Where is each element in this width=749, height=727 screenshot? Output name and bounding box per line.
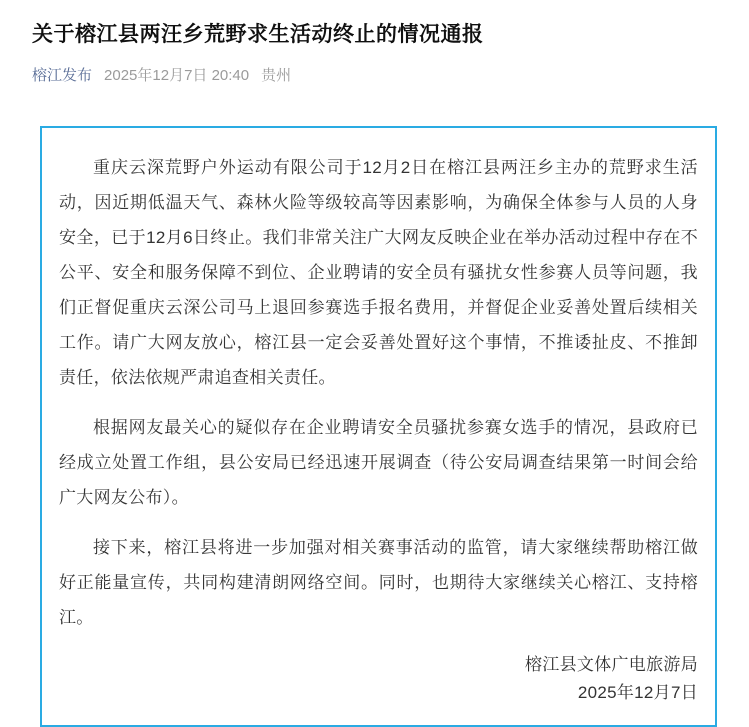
article-meta xyxy=(32,66,717,86)
signature-org: 榕江县文体广电旅游局 xyxy=(525,655,698,674)
signature-date: 2025年12月7日 xyxy=(577,683,698,702)
account-name-link[interactable]: 榕江发布 xyxy=(32,67,93,84)
notice-box xyxy=(40,126,717,727)
signature-block xyxy=(59,651,698,707)
publish-time: 2025年12月7日 20:40 xyxy=(104,67,250,84)
article-title: 关于榕江县两汪乡荒野求生活动终止的情况通报 xyxy=(32,23,484,46)
notice-paragraph-1: 重庆云深荒野户外运动有限公司于12月2日在榕江县两汪乡主办的荒野求生活动，因近期低温天气、森林火险等级较高等因素影响，为确保全体参与人员的人身安全，已于12月6日终止。我们非常关注广大网友反映企业在举办活动过程中存在不公平、安全和服务保障不到位、企业聘请的安全员有骚扰女性参赛人员等问题，我们正督促重庆云深公司马上退回参赛选手报名费用，并督促企业妥善处置后续相关工作。请广大网友放心，榕江县一定会妥善处置好这个事情，不推诿扯皮、不推卸责任，依法依规严肃追查相关责任。 xyxy=(59,158,698,387)
notice-paragraph-2: 根据网友最关心的疑似存在企业聘请安全员骚扰参赛女选手的情况，县政府已经成立处置工作组，县公安局已经迅速开展调查（待公安局调查结果第一时间会给广大网友公布）。 xyxy=(59,418,698,507)
location-label: 贵州 xyxy=(261,67,292,84)
notice-paragraph-3: 接下来，榕江县将进一步加强对相关赛事活动的监管，请大家继续帮助榕江做好正能量宣传，共同构建清朗网络空间。同时，也期待大家继续关心榕江、支持榕江。 xyxy=(59,538,698,627)
